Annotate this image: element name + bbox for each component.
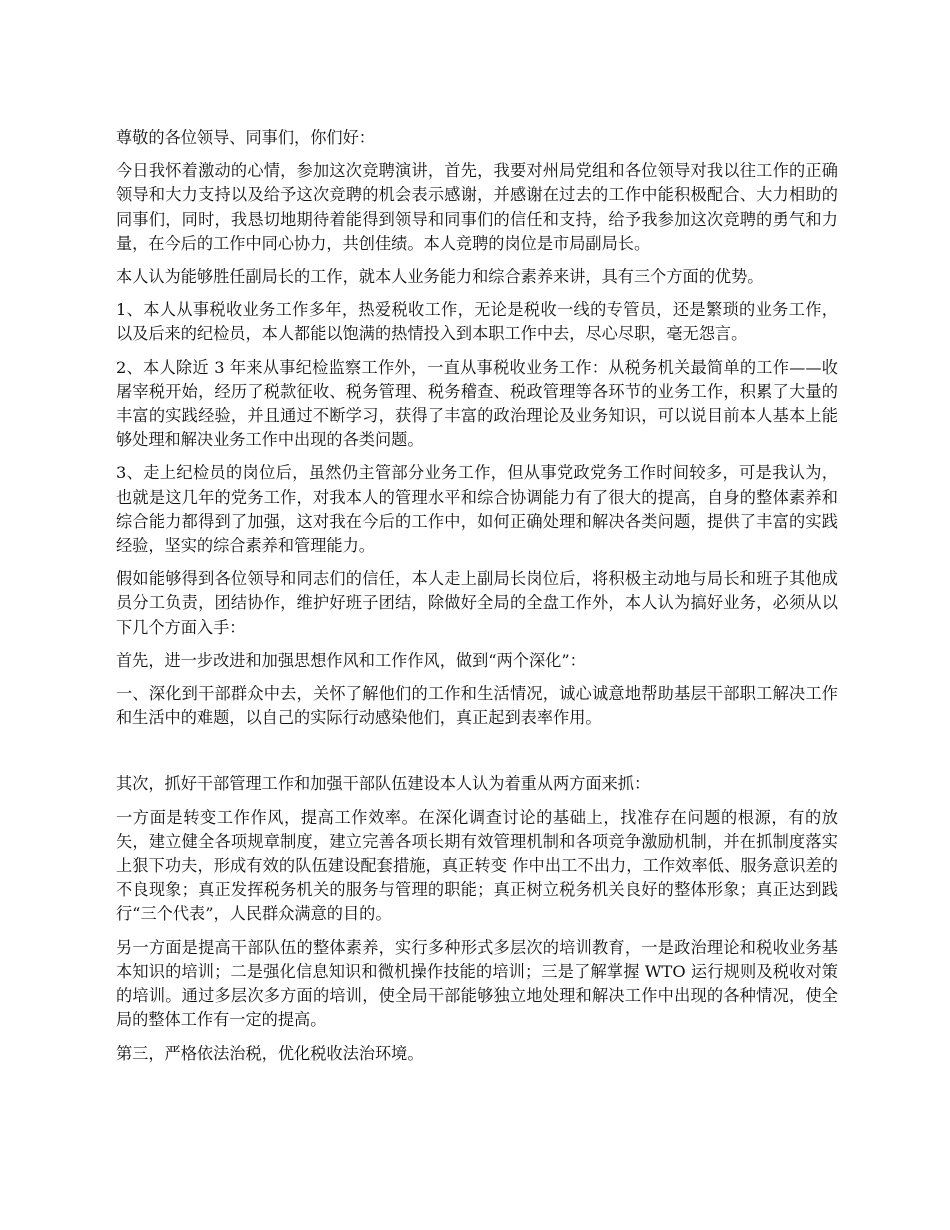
paragraph-plan: 假如能够得到各位领导和同志们的信任，本人走上副局长岗位后，将积极主动地与局长和班子其他成员分工负责，团结协作，维护好班子团结，除做好全局的全盘工作外，本人认为搞好业务，必须从以下几个方面入手： <box>116 569 838 637</box>
document-body <box>116 126 838 1075</box>
paragraph-point-1: 1、本人从事税收业务工作多年，热爱税收工作，无论是税收一线的专管员，还是繁琐的业务工作，以及后来的纪检员，本人都能以饱满的热情投入到本职工作中去，尽心尽职，毫无怨言。 <box>116 300 838 344</box>
salutation: 尊敬的各位领导、同事们，你们好： <box>116 128 375 147</box>
paragraph-point-3: 3、走上纪检员的岗位后，虽然仍主管部分业务工作，但从事党政党务工作时间较多，可是我认为，也就是这几年的党务工作，对我本人的管理水平和综合协调能力有了很大的提高，自身的整体素养和综合能力都得到了加强，这对我在今后的工作中，如何正确处理和解决各类问题，提供了丰富的实践经验，坚实的综合素养和管理能力。 <box>116 463 838 556</box>
paragraph-third: 第三，严格依法治税，优化税收法治环境。 <box>116 1043 424 1063</box>
paragraph-second: 其次，抓好干部管理工作和加强干部队伍建设本人认为着重从两方面来抓： <box>116 774 651 794</box>
paragraph-work-style: 一方面是转变工作作风，提高工作效率。在深化调查讨论的基础上，找准存在问题的根源，有的放矢，建立健全各项规章制度，建立完善各项长期有效管理机制和各项竞争激励机制，并在抓制度落实上狠下功夫，形成有效的队伍建设配套措施，真正转变 作中出工不出力，工作效率低、服务意识差的不良现象；真正发挥税务机关的服务与管理的职能；真正树立税务机关良好的整体形象；真正达到践行“三个代表”，人民群众满意的目的。 <box>116 807 838 924</box>
paragraph-intro: 今日我怀着激动的心情，参加这次竞聘演讲，首先，我要对州局党组和各位领导对我以往工作的正确领导和大力支持以及给予这次竞聘的机会表示感谢，并感谢在过去的工作中能积极配合、大力相助的同事们，同时，我恳切地期待着能得到领导和同事们的信任和支持，给予我参加这次竞聘的勇气和力量，在今后的工作中同心协力，共创佳绩。本人竞聘的岗位是市局副局长。 <box>116 161 838 253</box>
paragraph-first: 首先，进一步改进和加强思想作风和工作作风，做到“两个深化”： <box>116 650 586 670</box>
paragraph-deepen: 一、深化到干部群众中去，关怀了解他们的工作和生活情况，诚心诚意地帮助基层干部职工解决工作和生活中的难题，以自己的实际行动感染他们，真正起到表率作用。 <box>116 684 838 728</box>
paragraph-training: 另一方面是提高干部队伍的整体素养，实行多种形式多层次的培训教育，一是政治理论和税收业务基本知识的培训；二是强化信息知识和微机操作技能的培训；三是了解掌握 WTO 运行规则及税收对策的培训。通过多层次多方面的培训，使全局干部能够独立地处理和解决工作中出现的各种情况，使全局的整体工作有一定的提高。 <box>116 937 838 1030</box>
paragraph-advantages: 本人认为能够胜任副局长的工作，就本人业务能力和综合素养来讲，具有三个方面的优势。 <box>116 267 764 287</box>
paragraph-point-2: 2、本人除近 3 年来从事纪检监察工作外，一直从事税收业务工作：从税务机关最简单的工作——收屠宰税开始，经历了税款征收、税务管理、税务稽查、税政管理等各环节的业务工作，积累了大量的丰富的实践经验，并且通过不断学习，获得了丰富的政治理论及业务知识，可以说目前本人基本上能够处理和解决业务工作中出现的各类问题。 <box>116 357 838 450</box>
